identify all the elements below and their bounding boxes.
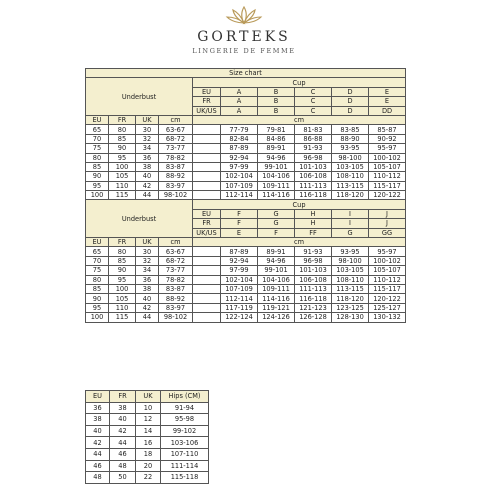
uk-size: 40	[136, 294, 159, 303]
bust-cm: 117-119	[221, 303, 258, 312]
spacer-cell	[193, 162, 221, 171]
hips-column-header: FR	[110, 391, 136, 403]
bust-cm: 100-102	[369, 256, 406, 265]
cup-letter: A	[221, 87, 258, 96]
bust-cm: 88-90	[332, 134, 369, 143]
lotus-icon	[224, 6, 264, 28]
bust-cm: 85-87	[369, 125, 406, 134]
eu-size: 70	[86, 134, 109, 143]
hips-cell: 44	[86, 448, 110, 460]
underbust-cm: 78-82	[159, 275, 193, 284]
fr-size: 85	[109, 256, 136, 265]
hips-cell: 16	[136, 437, 161, 449]
eu-size: 65	[86, 247, 109, 256]
eu-size: 85	[86, 284, 109, 293]
bust-cm: 120-122	[369, 294, 406, 303]
fr-size: 95	[109, 275, 136, 284]
bust-cm: 120-122	[369, 191, 406, 200]
fr-size: 90	[109, 144, 136, 153]
bust-cm: 97-99	[221, 266, 258, 275]
uk-size: 36	[136, 153, 159, 162]
eu-size: 70	[86, 256, 109, 265]
bust-cm: 96-98	[295, 256, 332, 265]
hips-cell: 91-94	[161, 402, 209, 414]
cup-letter: H	[295, 209, 332, 218]
hips-cell: 38	[110, 402, 136, 414]
bust-cm: 96-98	[295, 153, 332, 162]
bust-cm: 103-105	[332, 162, 369, 171]
bust-cm: 94-96	[258, 153, 295, 162]
cup-letter: FF	[295, 228, 332, 237]
bust-cm: 110-112	[369, 275, 406, 284]
bust-cm: 118-120	[332, 191, 369, 200]
underbust-cm: 83-87	[159, 162, 193, 171]
table-row	[86, 144, 406, 153]
cup-system-label: FR	[193, 219, 221, 228]
underbust-cm: 98-102	[159, 191, 193, 200]
cup-letter: I	[332, 219, 369, 228]
cup-system-label: UK/US	[193, 228, 221, 237]
cup-letter: F	[221, 209, 258, 218]
bust-cm: 99-101	[258, 162, 295, 171]
title-row	[86, 69, 406, 78]
fr-size: 105	[109, 294, 136, 303]
cm-label: cm	[193, 238, 406, 247]
table-row	[86, 172, 406, 181]
hips-table-row	[86, 425, 209, 437]
eu-size: 100	[86, 191, 109, 200]
fr-size: 115	[109, 313, 136, 322]
cup-letter: E	[221, 228, 258, 237]
bust-cm: 104-106	[258, 172, 295, 181]
spacer-cell	[193, 172, 221, 181]
spacer-cell	[193, 303, 221, 312]
cup-system-label: EU	[193, 87, 221, 96]
eu-size: 90	[86, 294, 109, 303]
hips-cell: 99-102	[161, 425, 209, 437]
uk-size: 38	[136, 162, 159, 171]
bust-cm: 108-110	[332, 275, 369, 284]
bust-cm: 124-126	[258, 313, 295, 322]
bust-cm: 126-128	[295, 313, 332, 322]
table-row	[86, 181, 406, 190]
bust-cm: 116-118	[295, 294, 332, 303]
bust-cm: 119-121	[258, 303, 295, 312]
cup-header-row	[86, 78, 406, 87]
hips-cell: 95-98	[161, 414, 209, 426]
bust-cm: 98-100	[332, 153, 369, 162]
cup-letter: GG	[369, 228, 406, 237]
eu-size: 65	[86, 125, 109, 134]
brand-tagline: LINGERIE DE FEMME	[192, 47, 296, 55]
bust-cm: 101-103	[295, 162, 332, 171]
bust-cm: 94-96	[258, 256, 295, 265]
fr-size: 85	[109, 134, 136, 143]
cm-label: cm	[193, 115, 406, 124]
fr-size: 90	[109, 266, 136, 275]
bust-cm: 81-83	[295, 125, 332, 134]
underbust-cm: 83-97	[159, 303, 193, 312]
hips-cell: 36	[86, 402, 110, 414]
fr-size: 80	[109, 247, 136, 256]
fr-size: 105	[109, 172, 136, 181]
underbust-label: Underbust	[86, 200, 193, 238]
uk-size: 42	[136, 181, 159, 190]
bust-cm: 87-89	[221, 247, 258, 256]
hips-cell: 50	[110, 472, 136, 484]
uk-size: 30	[136, 125, 159, 134]
bust-cm: 106-108	[295, 275, 332, 284]
hips-table-row	[86, 414, 209, 426]
bust-cm: 115-117	[369, 284, 406, 293]
cup-letter: G	[258, 219, 295, 228]
bust-cm: 91-93	[295, 247, 332, 256]
bust-cm: 128-130	[332, 313, 369, 322]
table-row	[86, 153, 406, 162]
cup-letter: I	[332, 209, 369, 218]
table-row	[86, 125, 406, 134]
hips-column-header: Hips (CM)	[161, 391, 209, 403]
eu-size: 80	[86, 153, 109, 162]
cup-letter: F	[258, 228, 295, 237]
bust-cm: 93-95	[332, 144, 369, 153]
bust-cm: 107-109	[221, 181, 258, 190]
uk-size: 34	[136, 266, 159, 275]
hips-table-row	[86, 460, 209, 472]
spacer-cell	[193, 181, 221, 190]
bust-cm: 79-81	[258, 125, 295, 134]
cup-system-label: UK/US	[193, 106, 221, 115]
underbust-cm: 83-97	[159, 181, 193, 190]
fr-size: 95	[109, 153, 136, 162]
uk-size: 38	[136, 284, 159, 293]
cup-letter: B	[258, 87, 295, 96]
table-row	[86, 247, 406, 256]
bust-cm: 104-106	[258, 275, 295, 284]
uk-size: 32	[136, 134, 159, 143]
bust-cm: 95-97	[369, 144, 406, 153]
bust-cm: 84-86	[258, 134, 295, 143]
bust-cm: 82-84	[221, 134, 258, 143]
fr-size: 100	[109, 284, 136, 293]
table-row	[86, 162, 406, 171]
column-header: UK	[136, 115, 159, 124]
bust-cm: 103-105	[332, 266, 369, 275]
bust-cm: 130-132	[369, 313, 406, 322]
bust-cm: 98-100	[332, 256, 369, 265]
fr-size: 80	[109, 125, 136, 134]
bust-cm: 86-88	[295, 134, 332, 143]
spacer-cell	[193, 153, 221, 162]
underbust-cm: 78-82	[159, 153, 193, 162]
underbust-cm: 68-72	[159, 256, 193, 265]
hips-cell: 46	[86, 460, 110, 472]
uk-size: 36	[136, 275, 159, 284]
cup-letter: E	[369, 97, 406, 106]
underbust-cm: 68-72	[159, 134, 193, 143]
bust-cm: 107-109	[221, 284, 258, 293]
hips-table-row	[86, 437, 209, 449]
cup-system-label: FR	[193, 97, 221, 106]
hips-cell: 48	[110, 460, 136, 472]
hips-table-row	[86, 448, 209, 460]
hips-cell: 46	[110, 448, 136, 460]
bust-cm: 125-127	[369, 303, 406, 312]
cup-letter: A	[221, 106, 258, 115]
hips-cell: 38	[86, 414, 110, 426]
bust-cm: 113-115	[332, 284, 369, 293]
cup-letter: D	[332, 106, 369, 115]
bust-cm: 93-95	[332, 247, 369, 256]
column-header: FR	[109, 238, 136, 247]
brand-name: GORTEKS	[197, 29, 291, 45]
hips-cell: 48	[86, 472, 110, 484]
bust-cm: 83-85	[332, 125, 369, 134]
cup-letter: B	[258, 106, 295, 115]
eu-size: 85	[86, 162, 109, 171]
hips-table-row	[86, 402, 209, 414]
bust-cm: 108-110	[332, 172, 369, 181]
bust-cm: 99-101	[258, 266, 295, 275]
hips-column-header: EU	[86, 391, 110, 403]
bust-cm: 123-125	[332, 303, 369, 312]
bust-cm: 111-113	[295, 181, 332, 190]
cup-letter: C	[295, 97, 332, 106]
column-header: cm	[159, 238, 193, 247]
hips-header-row	[86, 391, 209, 403]
hips-cell: 20	[136, 460, 161, 472]
eu-size: 90	[86, 172, 109, 181]
bust-cm: 102-104	[221, 275, 258, 284]
fr-size: 115	[109, 191, 136, 200]
bust-cm: 112-114	[221, 191, 258, 200]
cup-label: Cup	[193, 78, 406, 87]
table-row	[86, 256, 406, 265]
table-row	[86, 303, 406, 312]
cup-letter: G	[258, 209, 295, 218]
bust-cm: 95-97	[369, 247, 406, 256]
bust-cm: 97-99	[221, 162, 258, 171]
underbust-cm: 63-67	[159, 247, 193, 256]
hips-column-header: UK	[136, 391, 161, 403]
cup-letter: D	[332, 97, 369, 106]
bust-cm: 77-79	[221, 125, 258, 134]
uk-size: 34	[136, 144, 159, 153]
cup-letter: J	[369, 219, 406, 228]
spacer-cell	[193, 256, 221, 265]
hips-cell: 40	[110, 414, 136, 426]
column-header: EU	[86, 238, 109, 247]
column-header-row	[86, 115, 406, 124]
bust-cm: 101-103	[295, 266, 332, 275]
column-header: FR	[109, 115, 136, 124]
cup-letter: G	[332, 228, 369, 237]
spacer-cell	[193, 134, 221, 143]
cup-letter: D	[332, 87, 369, 96]
bust-cm: 111-113	[295, 284, 332, 293]
uk-size: 44	[136, 313, 159, 322]
spacer-cell	[193, 247, 221, 256]
bust-cm: 100-102	[369, 153, 406, 162]
hips-cell: 42	[86, 437, 110, 449]
table-row	[86, 275, 406, 284]
bust-cm: 109-111	[258, 284, 295, 293]
hips-cell: 22	[136, 472, 161, 484]
hips-cell: 10	[136, 402, 161, 414]
bust-cm: 110-112	[369, 172, 406, 181]
bust-cm: 102-104	[221, 172, 258, 181]
spacer-cell	[193, 266, 221, 275]
table-row	[86, 313, 406, 322]
cup-label: Cup	[193, 200, 406, 209]
table-row	[86, 134, 406, 143]
underbust-cm: 63-67	[159, 125, 193, 134]
bust-cm: 114-116	[258, 294, 295, 303]
brand-logo	[0, 6, 488, 55]
uk-size: 30	[136, 247, 159, 256]
cup-letter: B	[258, 97, 295, 106]
bust-cm: 116-118	[295, 191, 332, 200]
bust-cm: 113-115	[332, 181, 369, 190]
underbust-cm: 73-77	[159, 144, 193, 153]
hips-cell: 107-110	[161, 448, 209, 460]
bust-cm: 105-107	[369, 266, 406, 275]
spacer-cell	[193, 313, 221, 322]
cup-letter: F	[221, 219, 258, 228]
hips-cell: 103-106	[161, 437, 209, 449]
bust-cm: 89-91	[258, 144, 295, 153]
hips-cell: 42	[110, 425, 136, 437]
cup-letter: C	[295, 106, 332, 115]
cup-letter: DD	[369, 106, 406, 115]
underbust-cm: 83-87	[159, 284, 193, 293]
bust-cm: 105-107	[369, 162, 406, 171]
table-row	[86, 191, 406, 200]
eu-size: 80	[86, 275, 109, 284]
eu-size: 95	[86, 303, 109, 312]
fr-size: 100	[109, 162, 136, 171]
bust-cm: 122-124	[221, 313, 258, 322]
uk-size: 42	[136, 303, 159, 312]
cup-letter: H	[295, 219, 332, 228]
underbust-cm: 88-92	[159, 172, 193, 181]
spacer-cell	[193, 144, 221, 153]
hips-cell: 14	[136, 425, 161, 437]
column-header: EU	[86, 115, 109, 124]
bust-cm: 106-108	[295, 172, 332, 181]
bust-cm: 92-94	[221, 256, 258, 265]
bust-cm: 90-92	[369, 134, 406, 143]
chart-title: Size chart	[86, 69, 406, 78]
hips-table-row	[86, 472, 209, 484]
underbust-cm: 98-102	[159, 313, 193, 322]
hips-cell: 44	[110, 437, 136, 449]
cup-header-row	[86, 200, 406, 209]
bust-cm: 87-89	[221, 144, 258, 153]
bust-cm: 121-123	[295, 303, 332, 312]
hips-cell: 40	[86, 425, 110, 437]
hips-size-table	[85, 390, 209, 484]
fr-size: 110	[109, 303, 136, 312]
underbust-label: Underbust	[86, 78, 193, 116]
spacer-cell	[193, 275, 221, 284]
column-header-row	[86, 238, 406, 247]
hips-cell: 12	[136, 414, 161, 426]
spacer-cell	[193, 294, 221, 303]
fr-size: 110	[109, 181, 136, 190]
uk-size: 32	[136, 256, 159, 265]
cup-letter: A	[221, 97, 258, 106]
bust-cm: 109-111	[258, 181, 295, 190]
table-row	[86, 294, 406, 303]
hips-cell: 18	[136, 448, 161, 460]
table-row	[86, 284, 406, 293]
bust-cm: 114-116	[258, 191, 295, 200]
column-header: UK	[136, 238, 159, 247]
eu-size: 75	[86, 144, 109, 153]
bust-cm: 112-114	[221, 294, 258, 303]
cup-letter: J	[369, 209, 406, 218]
underbust-cm: 73-77	[159, 266, 193, 275]
bust-cm: 115-117	[369, 181, 406, 190]
spacer-cell	[193, 191, 221, 200]
cup-letter: C	[295, 87, 332, 96]
underbust-cm: 88-92	[159, 294, 193, 303]
eu-size: 75	[86, 266, 109, 275]
size-chart-table	[85, 68, 406, 323]
table-row	[86, 266, 406, 275]
uk-size: 40	[136, 172, 159, 181]
hips-cell: 111-114	[161, 460, 209, 472]
bust-cm: 89-91	[258, 247, 295, 256]
eu-size: 100	[86, 313, 109, 322]
cup-letter: E	[369, 87, 406, 96]
hips-cell: 115-118	[161, 472, 209, 484]
bust-cm: 92-94	[221, 153, 258, 162]
column-header: cm	[159, 115, 193, 124]
uk-size: 44	[136, 191, 159, 200]
spacer-cell	[193, 125, 221, 134]
cup-system-label: EU	[193, 209, 221, 218]
bust-cm: 118-120	[332, 294, 369, 303]
spacer-cell	[193, 284, 221, 293]
eu-size: 95	[86, 181, 109, 190]
bust-cm: 91-93	[295, 144, 332, 153]
